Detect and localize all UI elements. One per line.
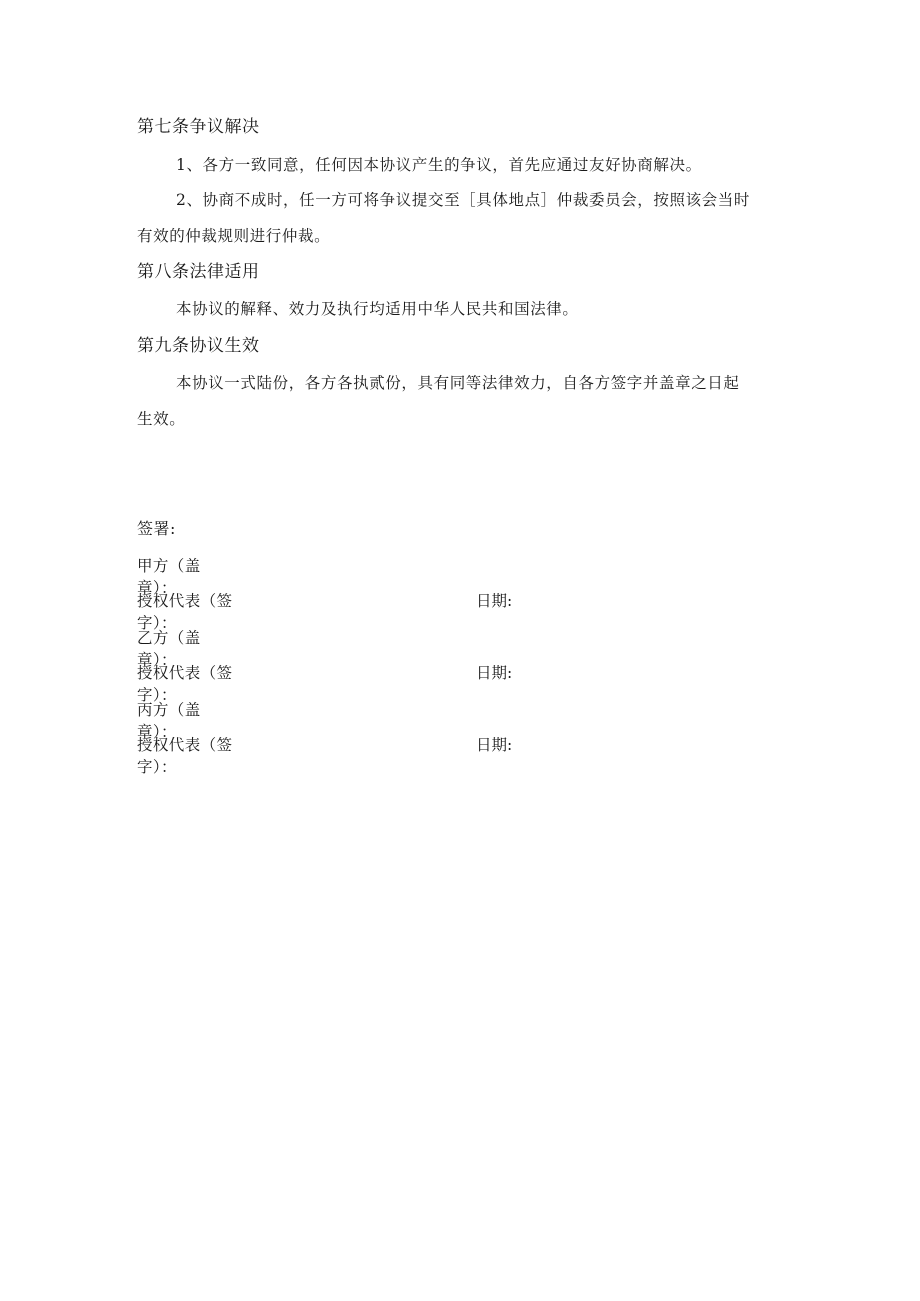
- party-b-date-label: 日期:: [476, 664, 513, 682]
- signature-heading: 签署:: [137, 519, 176, 538]
- party-a-representative-label: 授权代表（签字）：: [137, 592, 233, 632]
- party-a-date-label: 日期:: [476, 592, 513, 610]
- party-b-representative-label: 授权代表（签字）：: [137, 664, 233, 704]
- party-c-date-label: 日期:: [476, 736, 513, 754]
- article-8-heading: 第八条法律适用: [137, 262, 260, 282]
- party-c-seal-label: 丙方（盖章）：: [137, 701, 201, 741]
- article-9-heading: 第九条协议生效: [137, 336, 260, 356]
- article-7-item-1: 1、各方一致同意，任何因本协议产生的争议，首先应通过友好协商解决。: [176, 156, 702, 174]
- party-c-representative-label: 授权代表（签字）：: [137, 736, 233, 776]
- article-9-body-line-1: 本协议一式陆份，各方各执贰份，具有同等法律效力，自各方签字并盖章之日起: [176, 374, 740, 392]
- party-b-seal-label: 乙方（盖章）：: [137, 629, 201, 669]
- article-8-body: 本协议的解释、效力及执行均适用中华人民共和国法律。: [176, 300, 579, 318]
- article-7-item-2-line-2: 有效的仲裁规则进行仲裁。: [137, 227, 331, 245]
- article-9-body-line-2: 生效。: [137, 410, 186, 428]
- party-a-seal-label: 甲方（盖章）：: [137, 557, 201, 597]
- article-7-heading: 第七条争议解决: [137, 117, 260, 137]
- article-7-item-2-line-1: 2、协商不成时，任一方可将争议提交至［具体地点］仲裁委员会，按照该会当时: [176, 191, 750, 209]
